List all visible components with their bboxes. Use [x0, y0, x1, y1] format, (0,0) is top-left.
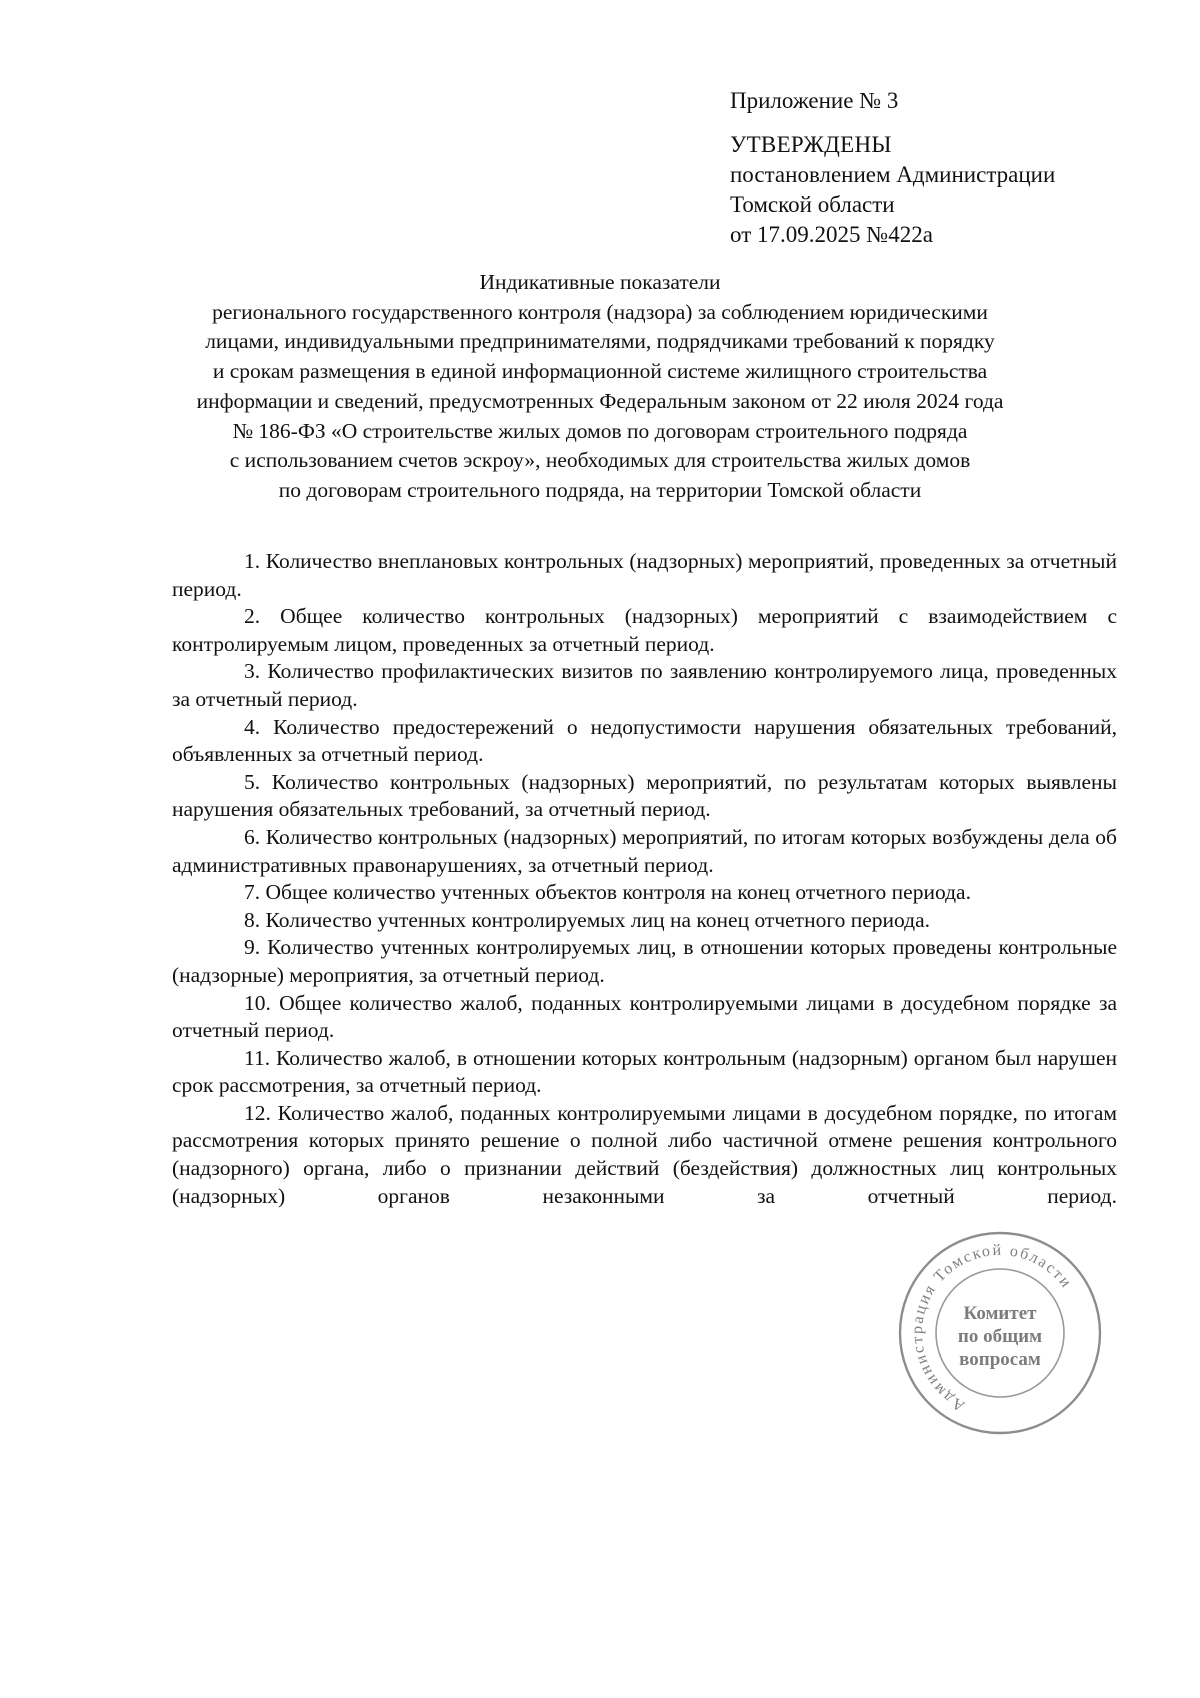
indicator-list	[172, 548, 1117, 1210]
indicator-item: 8. Количество учтенных контролируемых лиц на конец отчетного периода.	[244, 907, 931, 932]
indicator-item: 7. Общее количество учтенных объектов контроля на конец отчетного периода.	[244, 880, 971, 905]
indicator-item: 4. Количество предостережений о недопустимости нарушения обязательных требований, объявленных за отчетный период.	[172, 714, 1117, 767]
title-line: № 186-ФЗ «О строительстве жилых домов по договорам строительного подряда	[232, 418, 968, 443]
title-line: информации и сведений, предусмотренных Федеральным законом от 22 июля 2024 года	[196, 388, 1004, 413]
indicator-item: 9. Количество учтенных контролируемых лиц, в отношении которых проведены контрольные (надзорные) мероприятия, за отчетный период.	[172, 935, 1117, 987]
indicator-item: 6. Количество контрольных (надзорных) мероприятий, по итогам которых возбуждены дела об административных правонарушениях, за отчетный период.	[172, 824, 1117, 877]
title-line: лицами, индивидуальными предпринимателями, подрядчиками требований к порядку	[205, 329, 995, 354]
indicator-item: 3. Количество профилактических визитов по заявлению контролируемого лица, проведенных за отчетный период.	[172, 659, 1117, 711]
appendix-block	[730, 86, 1150, 250]
indicator-item: 5. Количество контрольных (надзорных) мероприятий, по результатам которых выявлены нарушения обязательных требований, за отчетный период.	[172, 769, 1117, 822]
indicator-item: 12. Количество жалоб, поданных контролируемыми лицами в досудебном порядке, по итогам рассмотрения которых принято решение о полной либо частичной отмене решения контрольного (надзорного) органа, либо о признании действий (бездействия) должностных лиц контрольных (надзорных) органов незаконными за отчетный период.	[172, 1100, 1117, 1208]
title-line: Индикативные показатели	[479, 270, 721, 294]
seal-center-line-2: по общим	[957, 1326, 1043, 1347]
title-line: регионального государственного контроля (надзора) за соблюдением юридическими	[212, 299, 988, 324]
seal-center-line-1: Комитет	[963, 1303, 1037, 1324]
seal-ring-text: Администрация Томской области	[908, 1241, 1076, 1415]
indicator-item: 1. Количество внеплановых контрольных (надзорных) мероприятий, проведенных за отчетный период.	[172, 549, 1117, 601]
approval-heading: УТВЕРЖДЕНЫ	[730, 132, 892, 157]
indicator-item: 2. Общее количество контрольных (надзорных) мероприятий с взаимодействием с контролируемым лицом, проведенных за отчетный период.	[172, 604, 1117, 656]
approval-line-3: от 17.09.2025 №422а	[730, 222, 933, 247]
official-seal-stamp	[895, 1228, 1105, 1438]
seal-center-line-3: вопросам	[959, 1349, 1041, 1370]
title-line: и срокам размещения в единой информационной системе жилищного строительства	[212, 359, 988, 384]
approval-line-1: постановлением Администрации	[730, 162, 1056, 187]
appendix-number: Приложение № 3	[730, 88, 899, 113]
title-line: по договорам строительного подряда, на территории Томской области	[278, 477, 922, 502]
approval-line-2: Томской области	[730, 192, 895, 217]
title-line: с использованием счетов эскроу», необходимых для строительства жилых домов	[229, 448, 971, 473]
document-title	[150, 268, 1050, 506]
indicator-item: 11. Количество жалоб, в отношении которых контрольным (надзорным) органом был нарушен срок рассмотрения, за отчетный период.	[172, 1045, 1117, 1098]
indicator-item: 10. Общее количество жалоб, поданных контролируемыми лицами в досудебном порядке за отчетный период.	[172, 990, 1117, 1043]
